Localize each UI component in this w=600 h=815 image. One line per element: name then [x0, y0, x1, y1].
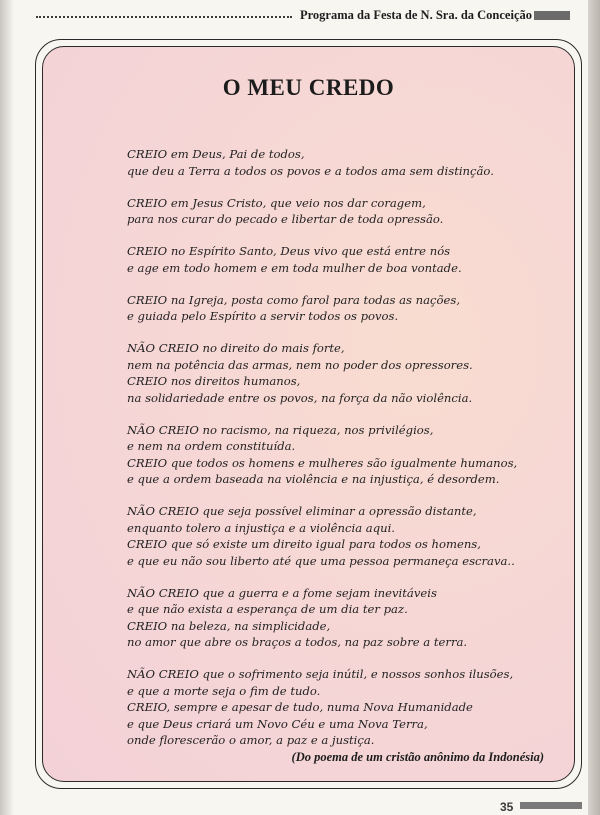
- poem-line: e que a ordem baseada na violência e na injustiça, é desordem.: [127, 472, 500, 486]
- poem-source-attribution: (Do poema de um cristão anônimo da Indonésia): [291, 750, 544, 764]
- poem-line: e age em todo homem e em toda mulher de boa vontade.: [127, 260, 462, 275]
- poem-line: e que não exista a esperança de um dia ter paz.: [127, 602, 408, 616]
- poem-line: NÃO CREIO no direito do mais forte,: [127, 341, 345, 355]
- footer-bar: [520, 802, 582, 809]
- poem-line: CREIO, sempre e apesar de tudo, numa Nova Humanidade: [127, 700, 473, 714]
- poem-line: onde florescerão o amor, a paz e a justiça.: [127, 733, 375, 747]
- stanza: [127, 503, 554, 569]
- poem-line: nem na potência das armas, nem no poder dos opressores.: [127, 357, 473, 372]
- poem-line: CREIO que só existe um direito igual para todos os homens,: [127, 537, 481, 551]
- poem-line: para nos curar do pecado e libertar de toda opressão.: [127, 212, 444, 226]
- poem-panel: [42, 46, 575, 782]
- stanza: [127, 243, 554, 276]
- poem-line: na solidariedade entre os povos, na força da não violência.: [127, 390, 473, 405]
- stanza: [127, 292, 554, 325]
- stanza: [127, 340, 554, 406]
- poem-line: e nem na ordem constituída.: [127, 439, 296, 453]
- binding-shadow: [0, 0, 14, 815]
- running-header: [36, 4, 570, 26]
- adjacent-page-edge: [588, 0, 600, 815]
- poem-line: CREIO na Igreja, posta como farol para todas as nações,: [127, 292, 461, 307]
- poem-body: [127, 146, 554, 764]
- page-number: 35: [500, 800, 514, 814]
- header-bar: [534, 11, 570, 20]
- poem-line: no amor que abre os braços a todos, na paz sobre a terra.: [127, 635, 468, 649]
- header-dotted-leader: [36, 16, 292, 18]
- poem-line: e que a morte seja o fim de tudo.: [127, 683, 321, 698]
- poem-line: e guiada pelo Espírito a servir todos os povos.: [127, 309, 399, 323]
- poem-line: e que eu não sou liberto até que uma pessoa permaneça escrava..: [127, 553, 515, 568]
- stanza: [127, 195, 554, 228]
- stanza: [127, 422, 554, 488]
- header-title: Programa da Festa de N. Sra. da Conceição: [299, 7, 532, 22]
- poem-line: CREIO na beleza, na simplicidade,: [127, 618, 331, 633]
- stanza: [127, 585, 554, 651]
- poem-line: NÃO CREIO que seja possível eliminar a opressão distante,: [127, 504, 477, 518]
- poem-line: que deu a Terra a todos os povos e a todos ama sem distinção.: [127, 163, 494, 178]
- poem-line: CREIO em Deus, Pai de todos,: [127, 147, 305, 161]
- poem-title: O MEU CREDO: [222, 75, 395, 100]
- stanza: [127, 146, 554, 179]
- poem-line: CREIO que todos os homens e mulheres são igualmente humanos,: [127, 455, 518, 470]
- poem-line: e que Deus criará um Novo Céu e uma Nova Terra,: [127, 716, 428, 731]
- poem-line: NÃO CREIO no racismo, na riqueza, nos privilégios,: [127, 422, 434, 437]
- stanza: [127, 666, 554, 749]
- poem-line: NÃO CREIO que o sofrimento seja inútil, e nossos sonhos ilusões,: [127, 667, 514, 681]
- poem-line: NÃO CREIO que a guerra e a fome sejam inevitáveis: [127, 585, 437, 600]
- poem-line: CREIO no Espírito Santo, Deus vivo que está entre nós: [127, 244, 451, 258]
- poem-line: enquanto tolero a injustiça e a violência aqui.: [127, 520, 395, 535]
- poem-line: CREIO em Jesus Cristo, que veio nos dar coragem,: [127, 195, 426, 210]
- poem-line: CREIO nos direitos humanos,: [127, 374, 301, 388]
